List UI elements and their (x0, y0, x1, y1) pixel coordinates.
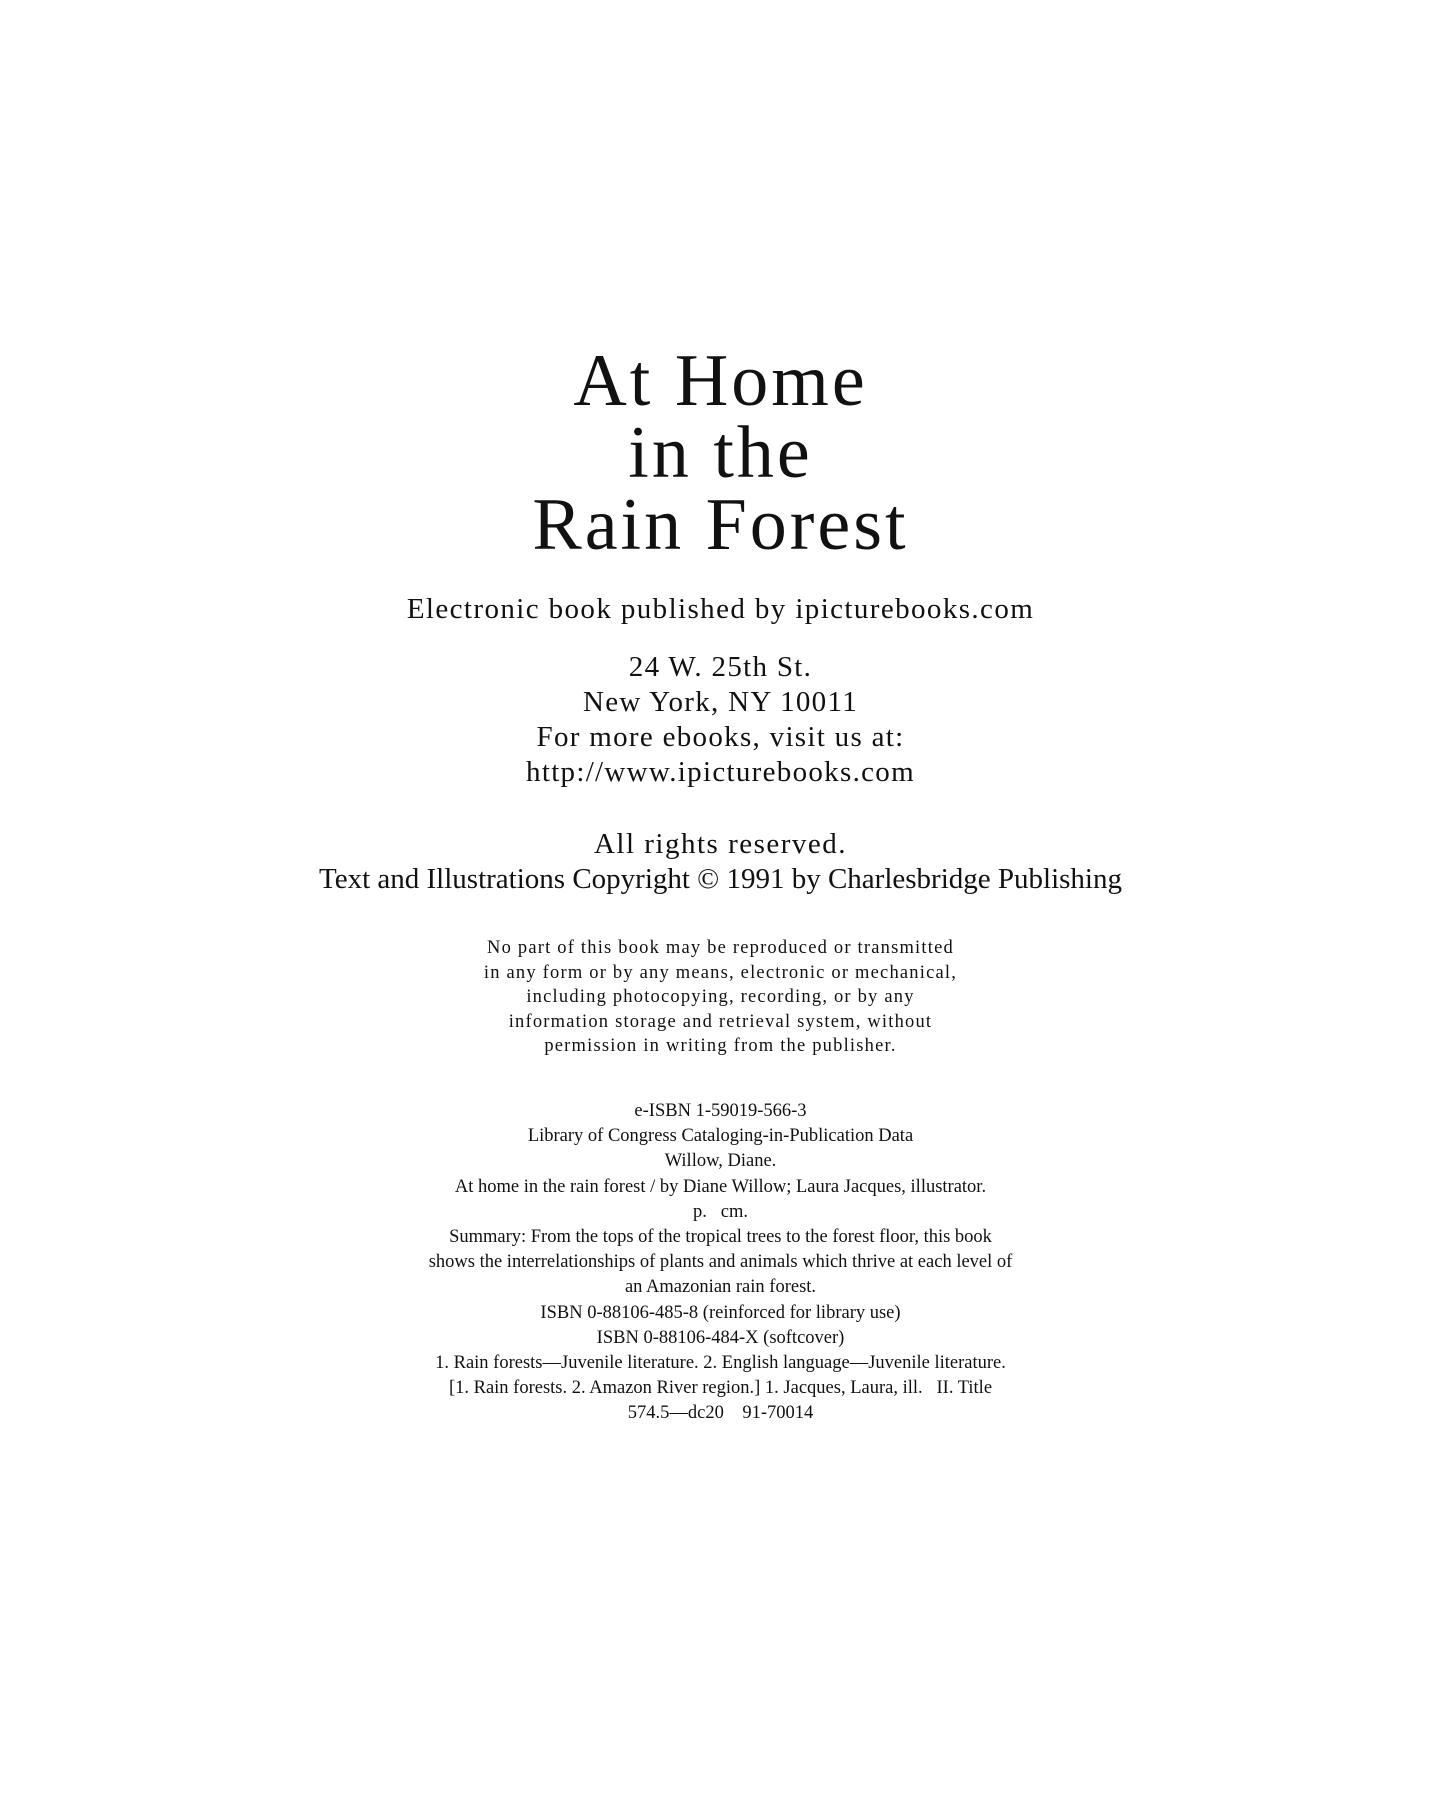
publisher-url: http://www.ipicturebooks.com (526, 756, 915, 788)
copyright-line: Text and Illustrations Copyright © 1991 by Charlesbridge Publishing (319, 863, 1122, 895)
cip-heading: Library of Congress Cataloging-in-Publication Data (527, 1126, 914, 1147)
reproduction-notice (0, 936, 1441, 1059)
title-line-2: in the (628, 412, 813, 494)
cip-subjects: 1. Rain forests—Juvenile literature. 2. English language—Juvenile literature. (435, 1353, 1006, 1374)
publisher-address (0, 650, 1441, 790)
e-isbn: e-ISBN 1-59019-566-3 (634, 1101, 807, 1121)
cip-summary-line: Summary: From the tops of the tropical trees to the forest floor, this book (449, 1227, 992, 1248)
cip-author: Willow, Diane. (664, 1151, 777, 1172)
title-line-3: Rain Forest (532, 484, 909, 566)
cip-title-statement: At home in the rain forest / by Diane Willow; Laura Jacques, illustrator. (454, 1176, 987, 1197)
rights-reserved: All rights reserved. (593, 828, 848, 860)
title-line-1: At Home (573, 340, 868, 422)
notice-line: information storage and retrieval system, without (508, 1011, 933, 1032)
notice-line: including photocopying, recording, or by any (526, 987, 915, 1007)
cip-subjects: [1. Rain forests. 2. Amazon River region.] 1. Jacques, Laura, ill. II. Title (448, 1378, 993, 1399)
isbn-library: ISBN 0-88106-485-8 (reinforced for library use) (540, 1302, 901, 1323)
cip-summary-line: an Amazonian rain forest. (624, 1277, 817, 1298)
notice-line: in any form or by any means, electronic or mechanical, (483, 962, 958, 983)
cip-classification: 574.5—dc20 91-70014 (627, 1403, 814, 1424)
address-street: 24 W. 25th St. (628, 651, 813, 683)
book-title (0, 340, 1441, 566)
visit-text: For more ebooks, visit us at: (536, 721, 905, 753)
cip-physical: p. cm. (693, 1201, 748, 1222)
rights-statement (0, 827, 1441, 897)
notice-line: permission in writing from the publisher. (544, 1036, 897, 1056)
isbn-softcover: ISBN 0-88106-484-X (softcover) (596, 1327, 845, 1348)
address-city: New York, NY 10011 (582, 686, 858, 718)
publisher-line: Electronic book published by ipicturebooks.com (406, 593, 1035, 625)
notice-line: No part of this book may be reproduced or transmitted (487, 938, 954, 958)
cip-summary-line: shows the interrelationships of plants and animals which thrive at each level of (428, 1252, 1013, 1273)
cataloging-data (0, 1099, 1441, 1427)
